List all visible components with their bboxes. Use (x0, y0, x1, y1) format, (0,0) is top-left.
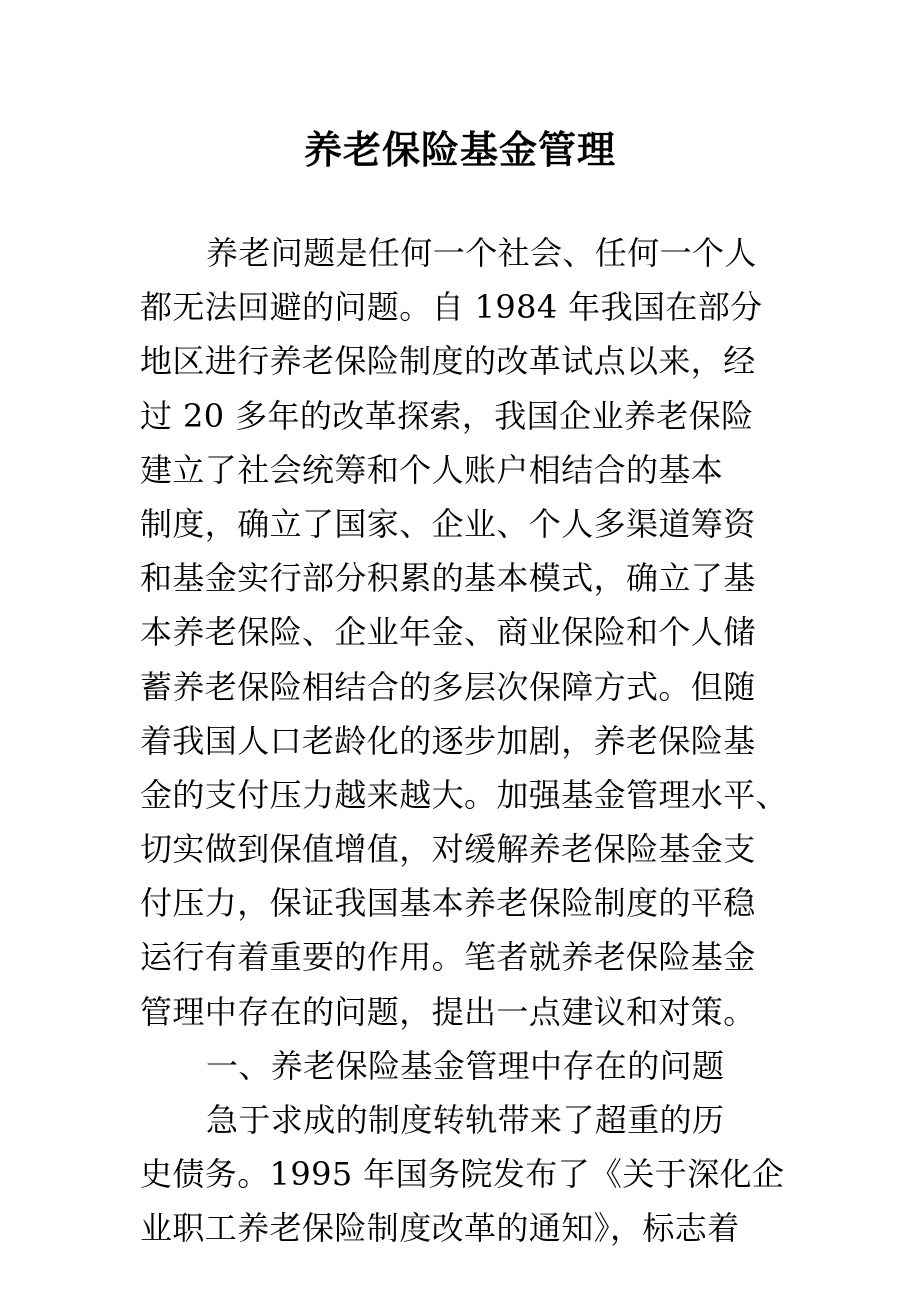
paragraph-line: 建立了社会统筹和个人账户相结合的基本 (140, 450, 724, 489)
paragraph-line: 管理中存在的问题，提出一点建议和对策。 (140, 992, 756, 1031)
document-body (140, 226, 800, 1256)
section-heading: 一、养老保险基金管理中存在的问题 (206, 1046, 725, 1085)
paragraph-line: 本养老保险、企业年金、商业保险和个人储 (140, 613, 756, 652)
paragraph-line: 地区进行养老保险制度的改革试点以来，经 (140, 342, 756, 381)
paragraph-line: 运行有着重要的作用。笔者就养老保险基金 (140, 938, 756, 977)
paragraph-line: 过 20 多年的改革探索，我国企业养老保险 (140, 396, 754, 435)
paragraph-line: 蓄养老保险相结合的多层次保障方式。但随 (140, 667, 756, 706)
paragraph-line: 金的支付压力越来越大。加强基金管理水平、 (140, 775, 789, 814)
paragraph-line: 都无法回避的问题。自 1984 年我国在部分 (140, 288, 763, 327)
paragraph-line: 急于求成的制度转轨带来了超重的历 (206, 1101, 725, 1139)
paragraph-line: 业职工养老保险制度改革的通知》，标志着 (140, 1209, 740, 1248)
paragraph-line: 史债务。1995 年国务院发布了《关于深化企 (140, 1155, 785, 1194)
paragraph-line: 付压力，保证我国基本养老保险制度的平稳 (140, 884, 756, 923)
paragraph-line: 养老问题是任何一个社会、任何一个人 (206, 234, 757, 272)
paragraph-line: 切实做到保值增值，对缓解养老保险基金支 (140, 830, 756, 869)
document-title: 养老保险基金管理 (303, 127, 616, 172)
paragraph-line: 和基金实行部分积累的基本模式，确立了基 (140, 559, 756, 598)
paragraph-line: 制度，确立了国家、企业、个人多渠道筹资 (140, 504, 756, 543)
paragraph-line: 着我国人口老龄化的逐步加剧，养老保险基 (140, 721, 756, 760)
